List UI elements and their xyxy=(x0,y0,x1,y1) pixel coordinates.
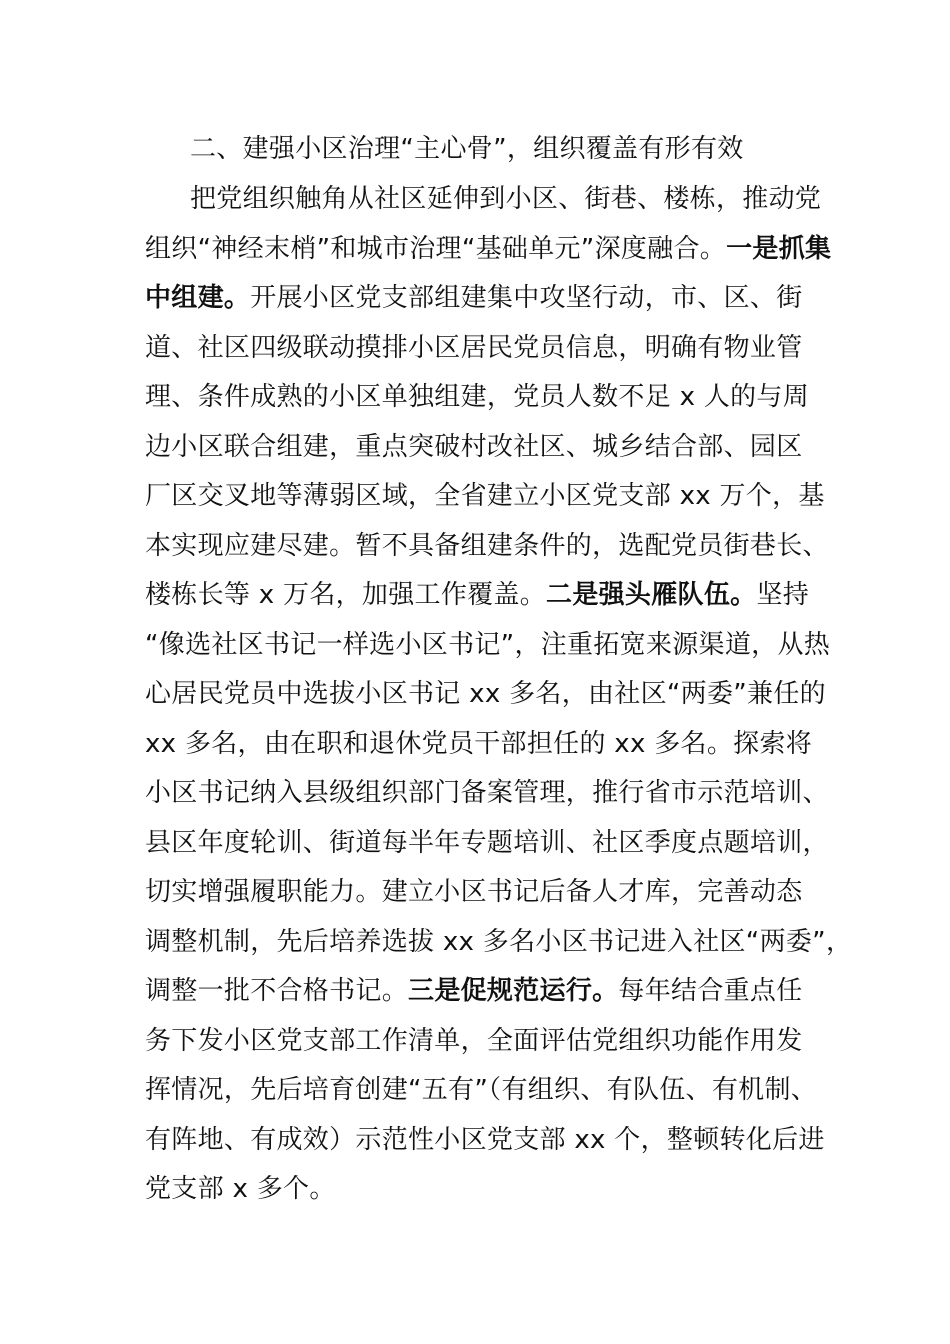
body-line xyxy=(145,373,810,423)
line-text: 小区书记纳入县级组织部门备案管理，推行省市示范培训、 xyxy=(145,778,829,808)
body-line xyxy=(145,225,832,275)
body-line xyxy=(145,324,810,374)
body-line xyxy=(145,472,825,522)
line-text: 开展小区党支部组建集中攻坚行动，市、区、街 xyxy=(250,283,803,313)
body-line xyxy=(145,621,831,671)
line-text: 每年结合重点任 xyxy=(618,976,803,1006)
line-text: xx 多名，由在职和退休党员干部担任的 xx 多名。探索将 xyxy=(145,728,813,759)
section-heading: 二、建强小区治理“主心骨”，组织覆盖有形有效 xyxy=(190,134,744,164)
body-line xyxy=(145,1066,818,1116)
line-text: 把党组织触角从社区延伸到小区、街巷、楼栋，推动党 xyxy=(190,184,822,214)
line-text: 道、社区四级联动摸排小区居民党员信息，明确有物业管 xyxy=(145,332,803,363)
line-text: 调整一批不合格书记。 xyxy=(145,976,409,1006)
line-text: 边小区联合组建，重点突破村改社区、城乡结合部、园区 xyxy=(145,431,803,462)
line-text: 理、条件成熟的小区单独组建，党员人数不足 x 人的与周 xyxy=(145,382,810,412)
body-line xyxy=(145,274,810,324)
body-line xyxy=(190,175,855,225)
line-text: 挥情况，先后培育创建“五有”（有组织、有队伍、有机制、 xyxy=(145,1075,818,1105)
body-line xyxy=(145,522,829,572)
bold-lead-phrase: 一是抓集 xyxy=(726,233,832,264)
body-line xyxy=(145,571,810,621)
line-text: 楼栋长等 x 万名，加强工作覆盖。 xyxy=(145,580,547,610)
line-text: “像选社区书记一样选小区书记”，注重拓宽来源渠道，从热 xyxy=(145,629,831,660)
line-text: 组织“神经末梢”和城市治理“基础单元”深度融合。 xyxy=(145,233,727,264)
line-text: 切实增强履职能力。建立小区书记后备人才库，完善动态 xyxy=(145,877,803,907)
body-line xyxy=(145,1116,825,1166)
body-line xyxy=(145,670,826,720)
bold-lead-phrase: 二是强头雁队伍。 xyxy=(546,580,757,610)
body-line xyxy=(145,918,853,968)
body-line xyxy=(145,967,810,1017)
line-text: 心居民党员中选拔小区书记 xx 多名，由社区“两委”兼任的 xyxy=(145,679,826,709)
line-text: 调整机制，先后培养选拔 xx 多名小区书记进入社区“两委”， xyxy=(145,926,853,957)
line-text: 厂区交叉地等薄弱区域，全省建立小区党支部 xx 万个，基 xyxy=(145,481,825,511)
body-line xyxy=(145,720,813,770)
line-text: 县区年度轮训、街道每半年专题培训、社区季度点题培训， xyxy=(145,827,829,858)
body-line xyxy=(145,423,810,473)
line-text: 有阵地、有成效）示范性小区党支部 xx 个，整顿转化后进 xyxy=(145,1124,825,1155)
body-line xyxy=(145,819,829,869)
line-text: 坚持 xyxy=(756,580,810,610)
line-text: 本实现应建尽建。暂不具备组建条件的，选配党员街巷长、 xyxy=(145,530,829,561)
body-line xyxy=(145,868,810,918)
body-line xyxy=(145,769,829,819)
bold-lead-phrase: 中组建。 xyxy=(145,283,251,313)
bold-lead-phrase: 三是促规范运行。 xyxy=(408,976,619,1006)
body-line xyxy=(145,1017,810,1067)
body-line xyxy=(145,1165,810,1215)
line-text: 党支部 x 多个。 xyxy=(145,1174,336,1204)
line-text: 务下发小区党支部工作清单，全面评估党组织功能作用发 xyxy=(145,1025,803,1056)
